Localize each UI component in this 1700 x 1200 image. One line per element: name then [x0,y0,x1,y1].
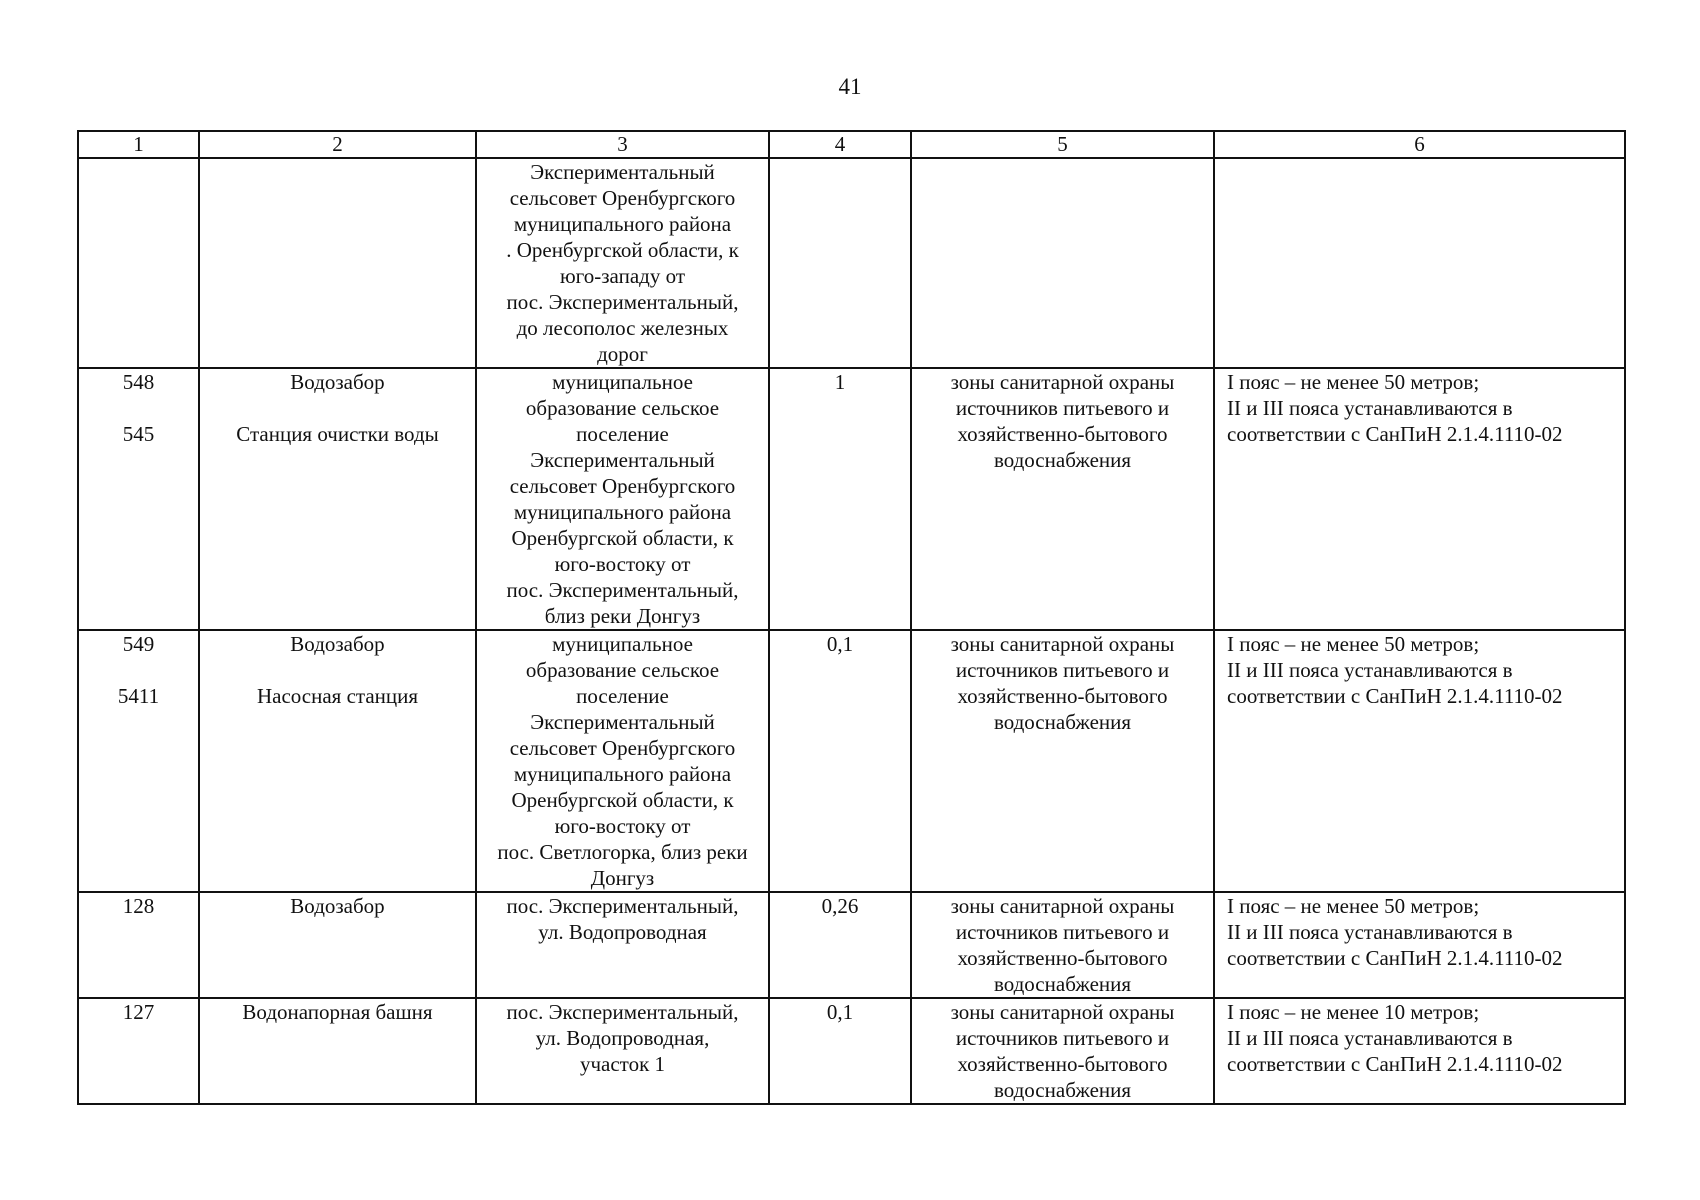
text-line: муниципального района [513,212,732,236]
text-line: сельсовет Оренбургского [509,736,736,760]
text-line: I пояс – не менее 50 метров; [1227,894,1480,918]
text-line: хозяйственно-бытового [957,422,1168,446]
header-cell: 2 [199,131,476,158]
text-line: образование сельское [525,658,720,682]
cell-area: 1 [769,368,911,630]
text-line: водоснабжения [993,1078,1132,1102]
cell-area [769,158,911,368]
cell-number [78,158,199,368]
text-line: соответствии с СанПиН 2.1.4.1110-02 [1227,422,1563,446]
text-line: II и III пояса устанавливаются в [1227,920,1513,944]
text-line: до лесополос железных [516,316,729,340]
cell-location [476,368,769,630]
header-cell: 1 [78,131,199,158]
text-line: источников питьевого и [955,1026,1170,1050]
text-line: соответствии с СанПиН 2.1.4.1110-02 [1227,1052,1563,1076]
text-line: II и III пояса устанавливаются в [1227,1026,1513,1050]
table-header-row [78,131,1625,158]
text-line: юго-западу от [559,264,685,288]
text-line: водоснабжения [993,972,1132,996]
cell-zone-type [911,998,1214,1104]
text-line: муниципального района [513,762,732,786]
text-line: зоны санитарной охраны [950,1000,1175,1024]
text-line: I пояс – не менее 10 метров; [1227,1000,1480,1024]
cell-area: 0,26 [769,892,911,998]
text-line: источников питьевого и [955,920,1170,944]
header-cell: 3 [476,131,769,158]
cell-number [78,892,199,998]
cell-location [476,158,769,368]
cell-object-name [199,892,476,998]
table-row [78,368,1625,630]
object-number: 548 [122,370,155,394]
cell-object-name [199,368,476,630]
text-line: муниципальное [552,370,693,394]
cell-object-name [199,158,476,368]
text-line: хозяйственно-бытового [957,684,1168,708]
text-line: источников питьевого и [955,658,1170,682]
object-number: 127 [122,1000,155,1024]
cell-zone-params [1214,892,1625,998]
cell-zone-params [1214,158,1625,368]
text-line: хозяйственно-бытового [957,946,1168,970]
page-number: 41 [838,74,862,99]
table-row [78,158,1625,368]
cell-object-name [199,998,476,1104]
object-name: Водонапорная башня [242,1000,433,1024]
cell-number [78,630,199,892]
cell-zone-type [911,158,1214,368]
object-name: Насосная станция [256,684,419,708]
cell-location [476,998,769,1104]
text-line: II и III пояса устанавливаются в [1227,396,1513,420]
text-line: сельсовет Оренбургского [509,186,736,210]
text-line: I пояс – не менее 50 метров; [1227,632,1480,656]
text-line: источников питьевого и [955,396,1170,420]
text-line: пос. Экспериментальный, [506,894,739,918]
text-line: Экспериментальный [530,710,715,734]
object-number: 128 [122,894,155,918]
text-line: зоны санитарной охраны [950,632,1175,656]
text-line: поселение [576,422,669,446]
text-line: . Оренбургской области, к [506,238,739,262]
object-name: Водозабор [290,894,385,918]
text-line: Донгуз [590,866,655,890]
text-line: II и III пояса устанавливаются в [1227,658,1513,682]
text-line: зоны санитарной охраны [950,370,1175,394]
text-line: ул. Водопроводная, [535,1026,710,1050]
text-line: участок 1 [579,1052,666,1076]
text-line: юго-востоку от [554,814,691,838]
text-line: хозяйственно-бытового [957,1052,1168,1076]
object-name: Водозабор [290,632,385,656]
text-line: Экспериментальный [530,448,715,472]
object-number: 5411 [117,684,160,708]
text-line: сельсовет Оренбургского [509,474,736,498]
cell-zone-params [1214,368,1625,630]
table-row [78,630,1625,892]
object-name: Водозабор [290,370,385,394]
object-number: 549 [122,632,155,656]
text-line: Оренбургской области, к [511,526,734,550]
object-number: 545 [122,422,155,446]
cell-zone-type [911,368,1214,630]
text-line: пос. Экспериментальный, [506,290,739,314]
table-row [78,998,1625,1104]
cell-area: 0,1 [769,630,911,892]
cell-number [78,368,199,630]
header-cell: 4 [769,131,911,158]
text-line: дорог [597,342,648,366]
text-line: образование сельское [525,396,720,420]
cell-zone-params [1214,630,1625,892]
zones-table [77,130,1626,1105]
text-line: ул. Водопроводная [538,920,707,944]
text-line: соответствии с СанПиН 2.1.4.1110-02 [1227,946,1563,970]
text-line: юго-востоку от [554,552,691,576]
text-line: I пояс – не менее 50 метров; [1227,370,1480,394]
text-line: близ реки Донгуз [544,604,701,628]
text-line: поселение [576,684,669,708]
text-line: пос. Светлогорка, близ реки [497,840,748,864]
text-line: муниципальное [552,632,693,656]
cell-area: 0,1 [769,998,911,1104]
cell-zone-params [1214,998,1625,1104]
cell-number [78,998,199,1104]
text-line: пос. Экспериментальный, [506,1000,739,1024]
header-cell: 6 [1214,131,1625,158]
cell-zone-type [911,892,1214,998]
cell-location [476,892,769,998]
cell-object-name [199,630,476,892]
text-line: зоны санитарной охраны [950,894,1175,918]
text-line: соответствии с СанПиН 2.1.4.1110-02 [1227,684,1563,708]
table-row [78,892,1625,998]
header-cell: 5 [911,131,1214,158]
text-line: пос. Экспериментальный, [506,578,739,602]
cell-location [476,630,769,892]
object-name: Станция очистки воды [236,422,439,446]
text-line: муниципального района [513,500,732,524]
text-line: Оренбургской области, к [511,788,734,812]
text-line: водоснабжения [993,710,1132,734]
cell-zone-type [911,630,1214,892]
text-line: водоснабжения [993,448,1132,472]
text-line: Экспериментальный [530,160,715,184]
